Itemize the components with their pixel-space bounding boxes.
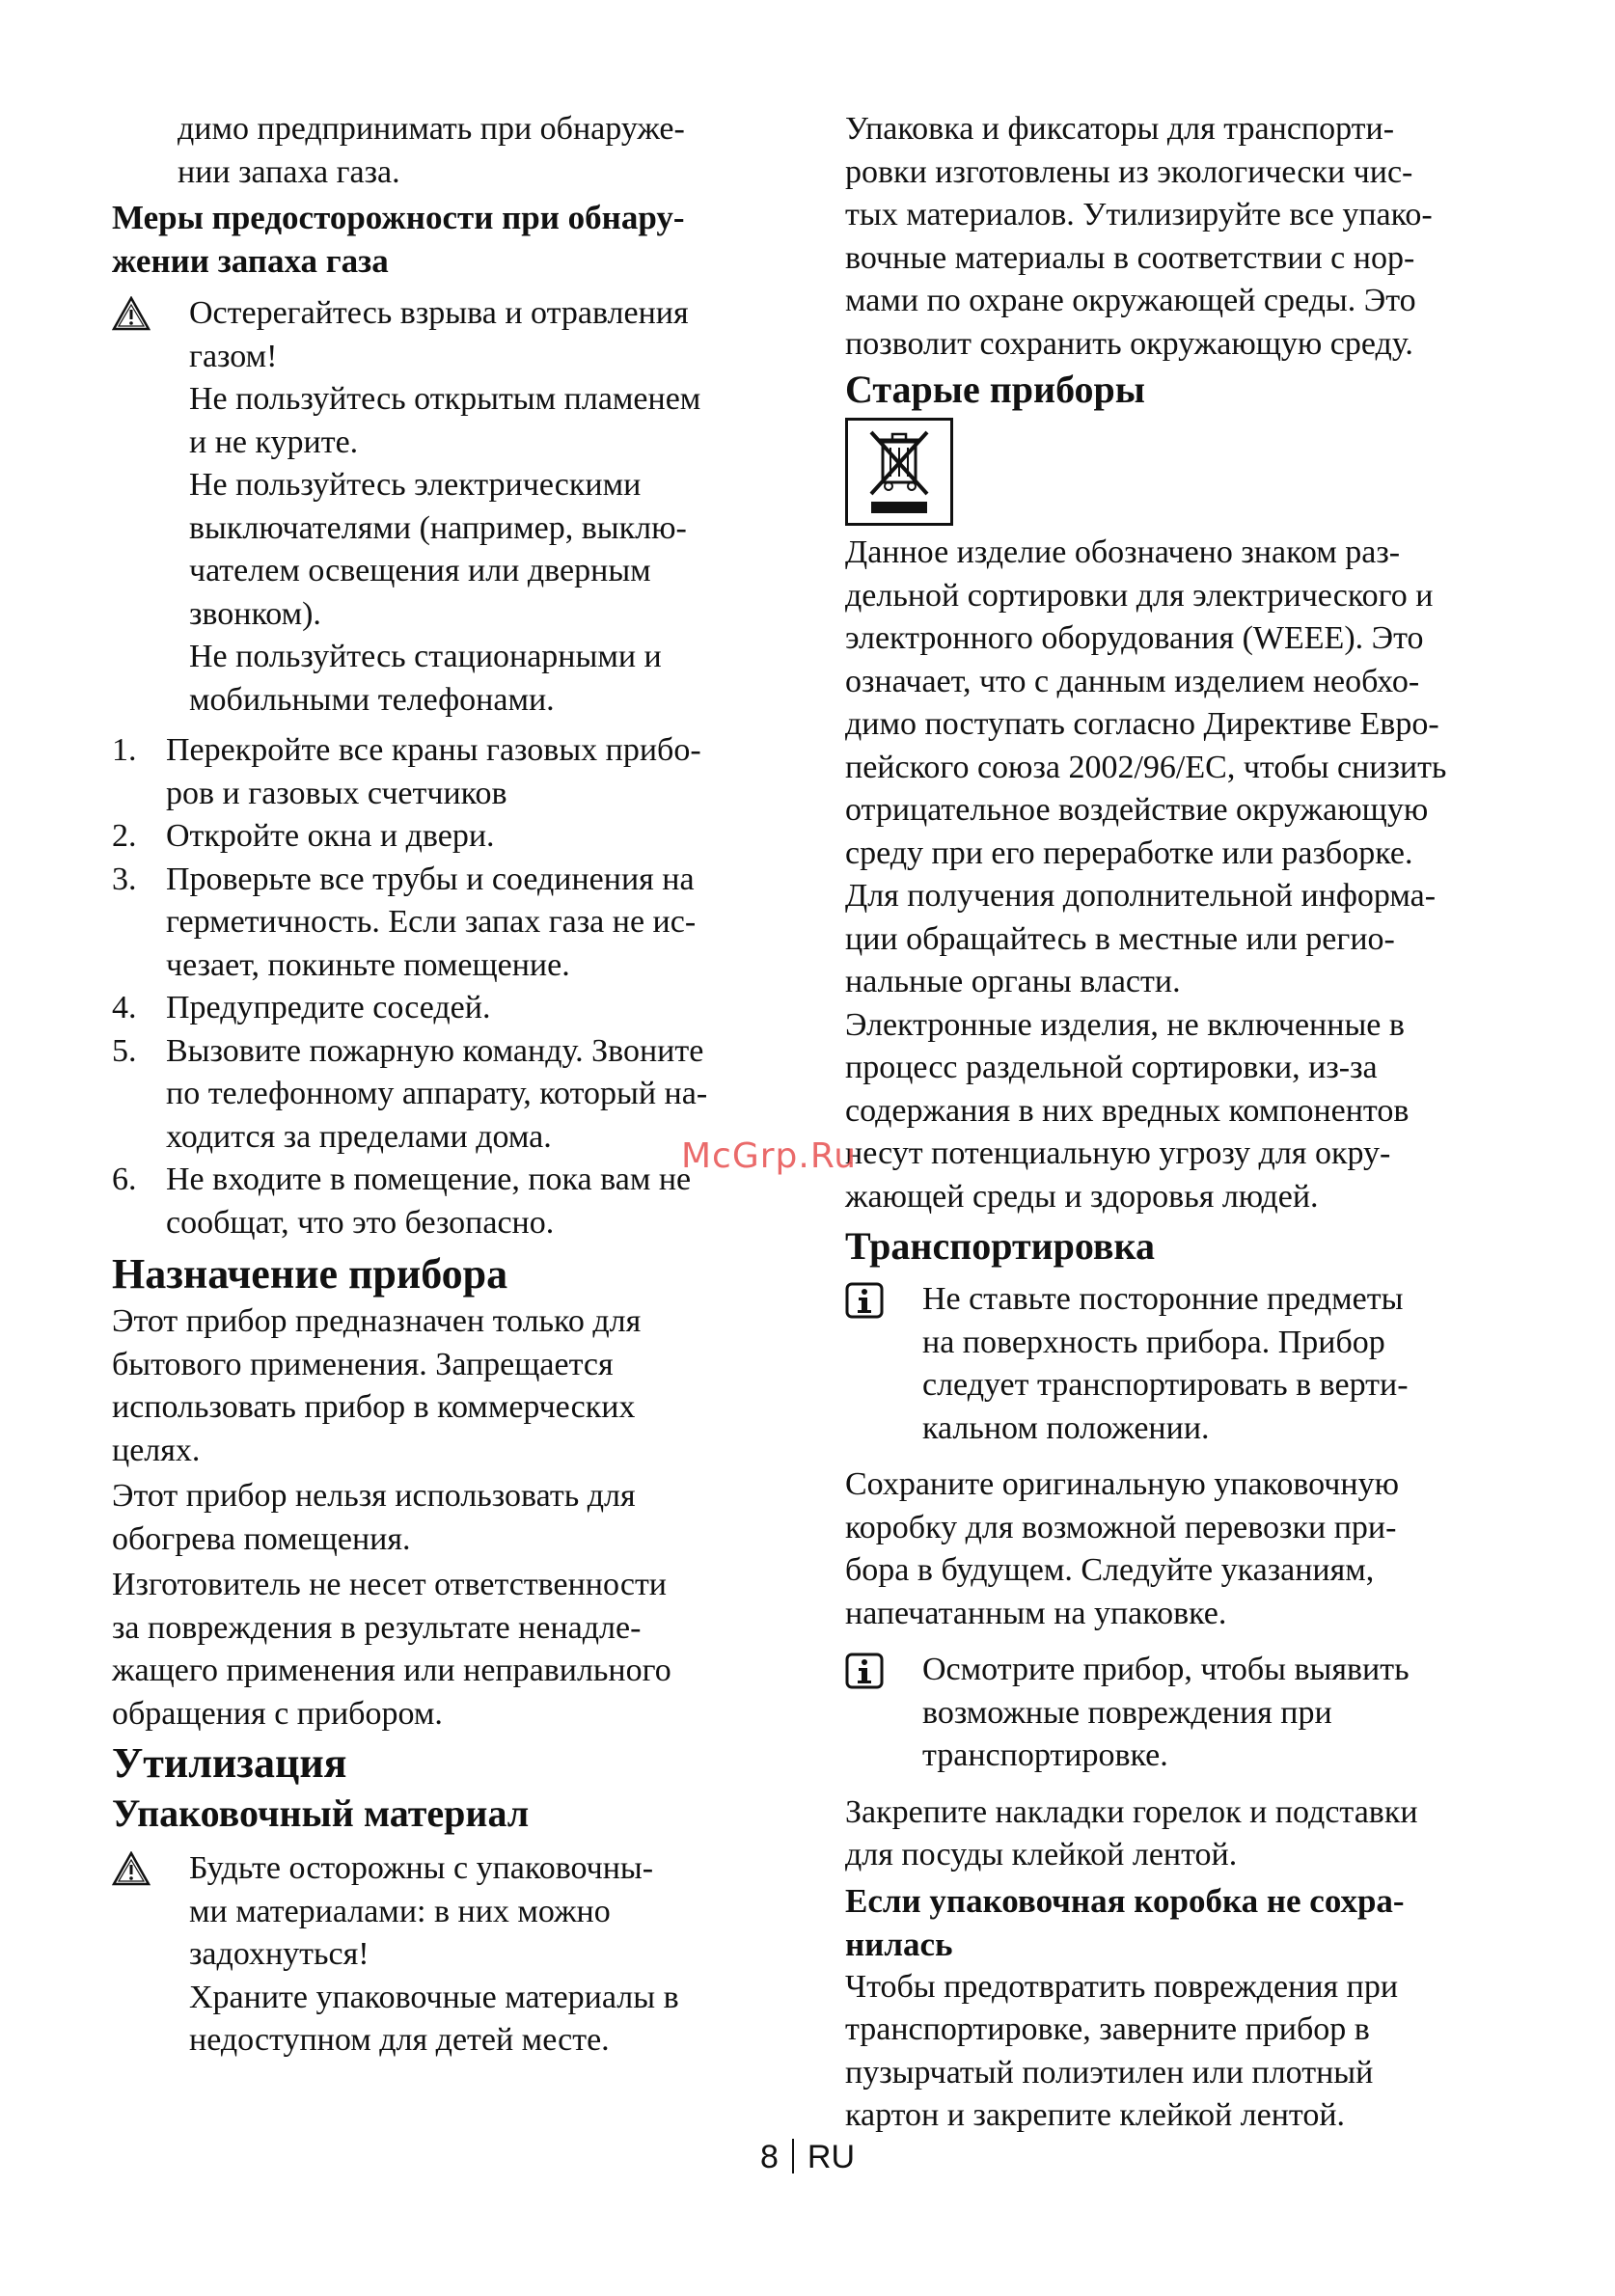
text-line: димо поступать согласно Директиве Евро- (845, 706, 1439, 742)
text-line: Будьте осторожны с упаковочны- (189, 1850, 654, 1886)
text-line: недоступном для детей месте. (189, 2022, 610, 2058)
weee-paragraph-1 (845, 532, 1535, 1004)
text-line: Для получения дополнительной информа- (845, 878, 1437, 914)
text-line: Перекройте все краны газовых прибо- (166, 732, 701, 768)
list-item-text (166, 859, 792, 988)
text-line: на поверхность прибора. Прибор (922, 1324, 1385, 1360)
text-line: Храните упаковочные материалы в (189, 1979, 679, 2015)
text-line: Этот прибор предназначен только для (112, 1303, 642, 1339)
text-line: Проверьте все трубы и соединения на (166, 861, 695, 897)
text-line: следует транспортировать в верти- (922, 1367, 1409, 1403)
no-box-heading (845, 1879, 1535, 1966)
text-line: бора в будущем. Следуйте указаниям, (845, 1552, 1375, 1588)
text-line: пузырчатый полиэтилен или плотный (845, 2054, 1374, 2091)
text-line: ходится за пределами дома. (166, 1118, 552, 1155)
packaging-heading: Упаковочный материал (112, 1791, 530, 1835)
text-line: нальные органы власти. (845, 964, 1181, 999)
text-line: среду при его переработке или разборке. (845, 834, 1413, 871)
keep-box-paragraph (845, 1463, 1535, 1635)
purpose-heading: Назначение прибора (112, 1250, 508, 1298)
text-line: выключателями (например, выклю- (189, 509, 687, 546)
text-line: напечатанным на упаковке. (845, 1595, 1227, 1631)
text-line: по телефонному аппарату, который на- (166, 1076, 708, 1111)
list-item (112, 987, 792, 1030)
text-line: пейского союза 2002/96/EC, чтобы снизить (845, 749, 1447, 785)
text-line: дельной сортировки для электрического и (845, 577, 1434, 614)
text-line: бытового применения. Запрещается (112, 1346, 614, 1382)
footer-separator (792, 2139, 794, 2173)
text-line: Сохраните оригинальную упаковочную (845, 1466, 1399, 1502)
text-line: использовать прибор в коммерческих (112, 1389, 636, 1425)
purpose-paragraph-2 (112, 1475, 792, 1561)
text-line: Вызовите пожарную команду. Звоните (166, 1032, 704, 1069)
text-line: Не пользуйтесь электрическими (189, 467, 642, 503)
list-item-text (166, 987, 792, 1030)
text-line: Если упаковочная коробка не сохра- (845, 1881, 1405, 1920)
text-line: несут потенциальную угрозу для окру- (845, 1135, 1391, 1171)
text-line: Не входите в помещение, пока вам не (166, 1162, 692, 1197)
text-line: нии запаха газа. (178, 153, 400, 190)
transport-info-note-2 (845, 1649, 1535, 1778)
text-line: ции обращайтесь в местные или регио- (845, 920, 1395, 957)
text-line: электронного оборудования (WEEE). Это (845, 620, 1424, 656)
fix-paragraph (845, 1791, 1535, 1877)
text-line: Чтобы предотвратить повреждения при (845, 1968, 1399, 2005)
text-line: Закрепите накладки горелок и подставки (845, 1793, 1418, 1830)
text-line: транспортировке. (922, 1737, 1168, 1773)
text-line: и не курите. (189, 424, 359, 460)
text-line: коробку для возможной перевозки при- (845, 1509, 1397, 1545)
text-line: чезает, покиньте помещение. (166, 946, 570, 983)
text-line: Не пользуйтесь стационарными и (189, 639, 662, 674)
gas-precautions-heading (112, 196, 792, 283)
page-language: RU (807, 2139, 856, 2175)
text-line: Остерегайтесь взрыва и отравления (189, 295, 689, 331)
text-line: означает, что с данным изделием необхо- (845, 663, 1420, 699)
list-item (112, 729, 792, 815)
packaging-warning-note (112, 1847, 792, 2063)
text-line: позволит сохранить окружающую среду. (845, 325, 1413, 362)
weee-paragraph-2 (845, 1004, 1535, 1219)
list-item-text (166, 729, 792, 815)
list-item-text (166, 815, 792, 859)
text-line: Не пользуйтесь открытым пламенем (189, 381, 701, 417)
warning-triangle-icon (112, 296, 151, 331)
right-column (845, 108, 1535, 2138)
list-item-number: 2. (112, 818, 137, 854)
left-column (112, 108, 792, 2063)
text-line: сообщат, что это безопасно. (166, 1204, 555, 1241)
list-item-number: 3. (112, 861, 137, 897)
text-line: ровки изготовлены из экологически чис- (845, 153, 1413, 190)
text-line: нилась (845, 1925, 953, 1963)
page-footer (0, 2139, 1615, 2176)
text-line: целях. (112, 1432, 201, 1468)
text-line: обогрева помещения. (112, 1520, 411, 1557)
warning-triangle-icon (112, 1851, 151, 1886)
disposal-heading: Утилизация (112, 1739, 347, 1787)
text-line: мами по охране окружающей среды. Это (845, 283, 1416, 318)
text-line: Изготовитель не несет ответственности (112, 1567, 667, 1602)
text-line: Упаковка и фиксаторы для транспорти- (845, 111, 1395, 147)
text-line: транспортировке, заверните прибор в (845, 2011, 1370, 2047)
no-box-paragraph (845, 1966, 1535, 2138)
purpose-paragraph-1 (112, 1300, 792, 1472)
text-line: возможные повреждения при (922, 1694, 1332, 1731)
text-line: картон и закрепите клейкой лентой. (845, 2097, 1346, 2133)
page-number: 8 (759, 2139, 779, 2175)
text-line: чателем освещения или дверным (189, 553, 651, 588)
text-line: ров и газовых счетчиков (166, 775, 507, 811)
gas-warning-text (189, 292, 792, 722)
text-line: вочные материалы в соответствии с нор- (845, 239, 1415, 276)
text-line: Не ставьте посторонние предметы (922, 1281, 1404, 1317)
text-line: Электронные изделия, не включенные в (845, 1006, 1405, 1043)
packaging-warning-text (189, 1847, 792, 2063)
text-line: процесс раздельной сортировки, из-за (845, 1050, 1378, 1085)
list-item-number: 1. (112, 732, 137, 768)
packaging-paragraph (845, 108, 1535, 366)
text-line: содержания в них вредных компонентов (845, 1092, 1410, 1129)
text-line: для посуды клейкой лентой. (845, 1837, 1238, 1872)
text-line: газом! (189, 338, 278, 374)
text-line: жении запаха газа (112, 242, 389, 280)
text-line: димо предпринимать при обнаруже- (178, 111, 685, 147)
text-line: тых материалов. Утилизируйте все упако- (845, 197, 1433, 232)
text-line: кальном положении. (922, 1409, 1210, 1446)
text-line: звонком). (189, 595, 321, 632)
text-line: Откройте окна и двери. (166, 818, 495, 854)
info-icon (845, 1653, 884, 1689)
text-line: за повреждения в результате ненадле- (112, 1609, 642, 1646)
continued-text (178, 108, 792, 194)
list-item (112, 859, 792, 988)
text-line: жащего применения или неправильного (112, 1653, 671, 1688)
text-line: Этот прибор нельзя использовать для (112, 1478, 636, 1514)
transport-info-note-1 (845, 1278, 1535, 1450)
watermark: McGrp.Ru (681, 1136, 858, 1176)
info-icon (845, 1282, 884, 1319)
list-item (112, 815, 792, 859)
text-line: отрицательное воздействие окружающую (845, 792, 1429, 828)
purpose-paragraph-3 (112, 1564, 792, 1736)
transport-heading: Транспортировка (845, 1224, 1155, 1268)
transport-info-text-2 (922, 1649, 1535, 1778)
text-line: герметичность. Если запах газа не ис- (166, 904, 697, 940)
text-line: обращения с прибором. (112, 1695, 443, 1732)
weee-crossed-bin-icon (845, 418, 953, 526)
text-line: Предупредите соседей. (166, 990, 491, 1025)
text-line: мобильными телефонами. (189, 681, 555, 718)
text-line: жающей среды и здоровья людей. (845, 1178, 1319, 1215)
text-line: Осмотрите прибор, чтобы выявить (922, 1652, 1410, 1687)
text-line: Данное изделие обозначено знаком раз- (845, 534, 1401, 570)
text-line: задохнуться! (189, 1936, 370, 1972)
gas-warning-note (112, 292, 792, 722)
text-line: Меры предосторожности при обнару- (112, 199, 685, 236)
list-item-number: 4. (112, 990, 137, 1025)
transport-info-text-1 (922, 1278, 1535, 1450)
old-appliances-heading: Старые приборы (845, 368, 1146, 411)
list-item-number: 6. (112, 1162, 137, 1197)
text-line: ми материалами: в них можно (189, 1893, 611, 1929)
list-item-number: 5. (112, 1032, 137, 1069)
